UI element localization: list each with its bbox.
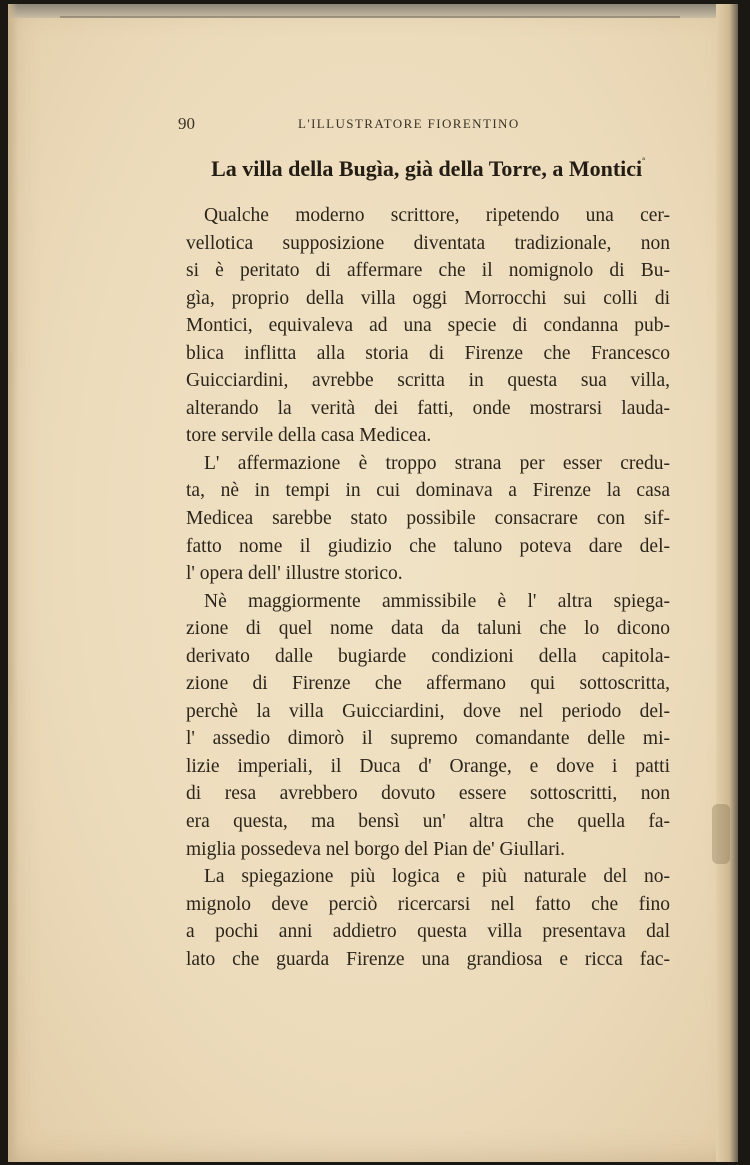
text-line: lato che guarda Firenze una grandiosa e ricca fac-	[186, 948, 670, 970]
running-title: L'ILLUSTRATORE FIORENTINO	[298, 116, 520, 131]
text-line: miglia possedeva nel borgo del Pian de' Giullari.	[186, 838, 565, 860]
text-line: zione di Firenze che affermano qui sottoscritta,	[186, 673, 670, 695]
page-stain	[712, 804, 730, 864]
text-line: l' opera dell' illustre storico.	[186, 563, 403, 585]
text-line: mignolo deve perciò ricercarsi nel fatto che fino	[186, 893, 670, 915]
page-left-edge	[8, 4, 18, 1162]
text-line: di resa avrebbero dovuto essere sottoscritti, non	[186, 783, 670, 805]
text-line: gìa, proprio della villa oggi Morrocchi sui colli di	[186, 287, 670, 309]
text-line: perchè la villa Guicciardini, dove nel periodo del-	[186, 700, 670, 722]
text-line: a pochi anni addietro questa villa presentava dal	[186, 921, 670, 943]
article-title-text: La villa della Bugìa, già della Torre, a Montici	[211, 156, 643, 181]
text-line: Guicciardini, avrebbe scritta in questa sua villa,	[186, 370, 670, 392]
text-line: alterando la verità dei fatti, onde mostrarsi lauda-	[186, 397, 670, 419]
page-fold-line	[60, 16, 680, 18]
article-body	[186, 202, 670, 973]
text-line: L' affermazione è troppo strana per esser credu-	[204, 452, 670, 474]
page-right-edge	[716, 4, 738, 1162]
text-line: tore servile della casa Medicea.	[186, 425, 432, 447]
text-line: derivato dalle bugiarde condizioni della capitola-	[186, 645, 670, 667]
text-line: zione di quel nome data da taluni che lo dicono	[186, 618, 670, 640]
text-line: era questa, ma bensì un' altra che quella fa-	[186, 811, 670, 833]
text-line: La spiegazione più logica e più naturale del no-	[204, 866, 670, 888]
text-line: ta, nè in tempi in cui dominava a Firenze la casa	[186, 480, 670, 502]
text-line: Medicea sarebbe stato possibile consacrare con sif-	[186, 508, 670, 530]
text-line: Qualche moderno scrittore, ripetendo una cer-	[204, 205, 670, 226]
text-line: si è peritato di affermare che il nomignolo di Bu-	[186, 260, 670, 282]
text-line: lizie imperiali, il Duca d' Orange, e dove i patti	[186, 755, 670, 777]
text-line: fatto nome il giudizio che taluno poteva dare del-	[186, 535, 670, 557]
text-line: Nè maggiormente ammissibile è l' altra spiega-	[204, 590, 670, 612]
page-header	[178, 114, 678, 136]
text-line: blica inflitta alla storia di Firenze che Francesco	[186, 342, 670, 364]
text-line: vellotica supposizione diventata tradizionale, non	[186, 232, 670, 254]
text-line: Montici, equivaleva ad una specie di condanna pub-	[186, 315, 670, 337]
text-line: l' assedio dimorò il supremo comandante delle mi-	[186, 728, 670, 750]
footnote-mark: ª	[642, 156, 645, 167]
page-number: 90	[178, 114, 195, 133]
article-title	[178, 156, 678, 192]
